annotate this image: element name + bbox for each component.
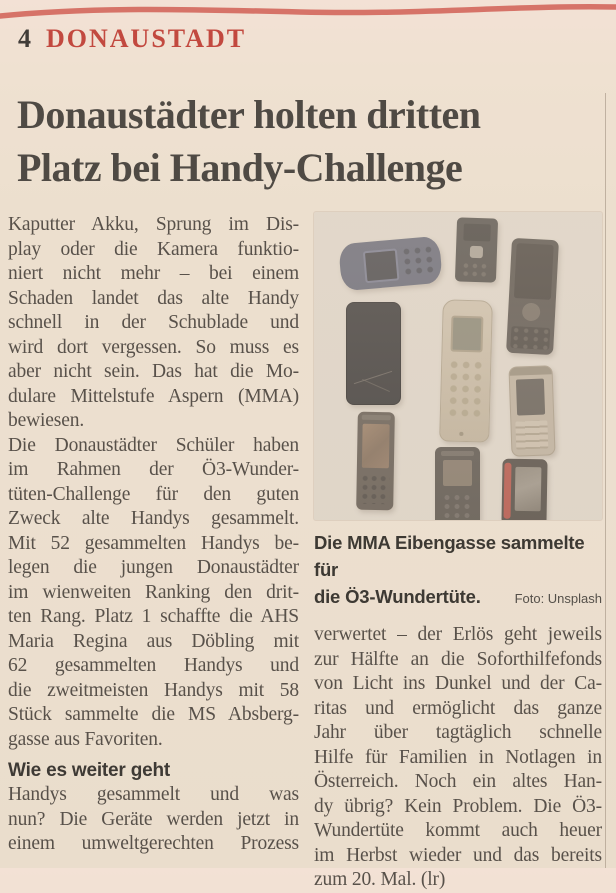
phone-screen: [515, 467, 542, 511]
red-side-stripe: [504, 463, 512, 519]
text-line: wird dort vergessen. So muss es: [8, 336, 299, 358]
caption-line-1: Die MMA Eibengasse sammelte für: [314, 532, 585, 580]
nokia-3310-phone: [338, 236, 443, 292]
text-line: im Herbst wieder und das bereits: [314, 844, 602, 866]
phone-top-band: [509, 366, 551, 375]
phone-keypad: [510, 326, 550, 350]
text-line: im Rahmen der Ö3-Wunder-: [8, 459, 299, 480]
text-line: zur Hälfte an die Soforthilfefonds: [314, 648, 602, 670]
subheading: Wie es weiter geht: [8, 760, 171, 781]
text-line: verwertet – der Erlös geht jeweils: [314, 624, 602, 645]
text-line: gasse aus Favoriten.: [8, 728, 163, 750]
phone-screws: [450, 432, 476, 437]
phone-keypad: [360, 474, 390, 505]
cracked-glass-line: [362, 379, 390, 392]
red-wavy-rule: [0, 0, 616, 26]
phone-nav-key: [470, 246, 483, 258]
text-line: Die Donaustädter Schüler haben: [8, 434, 299, 456]
phone-screen: [514, 243, 554, 300]
article-photo: [314, 212, 602, 520]
text-line: Stück sammelte die MS Absberg-: [8, 704, 299, 725]
paragraph-4: [314, 623, 602, 893]
text-line: einem umweltgerechten Prozess: [8, 833, 299, 854]
text-line: Hilfe für Familien in Notlagen in: [314, 746, 602, 768]
right-column: [314, 212, 602, 893]
text-line: aber nicht sein. Das hat die Mo-: [8, 361, 299, 382]
text-line: nun? Die Geräte werden jetzt in: [8, 808, 299, 830]
silver-nokia-phone: [439, 299, 493, 442]
text-line: Wundertüte kommt auch heuer: [314, 820, 602, 841]
dark-candybar-phone: [455, 217, 498, 282]
text-line: dy übrig? Kein Problem. Die Ö3-: [314, 795, 602, 817]
section-title: DONAUSTADT: [46, 24, 247, 53]
caption-line-2: die Ö3-Wundertüte.: [314, 586, 481, 607]
phone-keypad: [447, 359, 483, 422]
phone-screen: [451, 316, 484, 353]
phone-screen: [363, 248, 400, 283]
text-line: tüten-Challenge für den guten: [8, 483, 299, 505]
text-line: niert nicht mehr – bei einem: [8, 263, 299, 284]
text-line: von Licht ins Dunkel und der Ca-: [314, 673, 602, 694]
headline-line-1: Donaustädter holten dritten: [17, 92, 481, 137]
phone-screen: [463, 224, 491, 242]
text-line: Handys gesammelt und was: [8, 784, 299, 805]
text-line: Schaden landet das alte Handy: [8, 287, 299, 309]
text-line: bewiesen.: [8, 410, 85, 431]
text-line: Österreich. Noch ein altes Han-: [314, 771, 602, 792]
page-number: 4: [18, 24, 32, 53]
text-line: 62 gesammelten Handys und: [8, 655, 299, 676]
photo-credit: Foto: Unsplash: [514, 591, 602, 606]
text-line: die zweitmeisten Handys mit 58: [8, 679, 299, 701]
text-line: play oder die Kamera funktio-: [8, 238, 299, 260]
slider-phone: [506, 238, 559, 355]
column-divider-rule: [605, 93, 606, 868]
iphone-4: [346, 302, 401, 405]
cracked-glass-line: [354, 371, 392, 384]
headline-line-2: Platz bei Handy-Challenge: [17, 145, 463, 190]
text-line: ten Rang. Platz 1 schaffte die AHS: [8, 606, 299, 627]
headline: [17, 88, 481, 194]
caption-line-2-row: [314, 583, 602, 612]
left-column: [8, 213, 299, 857]
text-line: Mit 52 gesammelten Handys be-: [8, 532, 299, 554]
text-line: ritas und ermöglicht das ganze: [314, 697, 602, 719]
sony-ericsson-k700-phone: [508, 365, 555, 456]
paragraph-2: [8, 434, 299, 753]
phone-screen: [362, 424, 390, 468]
phone-keypad: [401, 244, 436, 278]
red-walkman-phone: [501, 459, 547, 520]
text-line: schnell in der Schublade und: [8, 312, 299, 333]
text-line: im wienweiten Ranking den drit-: [8, 581, 299, 603]
phone-screen: [443, 460, 472, 486]
phone-top-band: [362, 415, 391, 421]
text-line: Jahr über tagtäglich schnelle: [314, 722, 602, 743]
phone-screen: [516, 379, 545, 416]
gray-candybar-phone: [435, 447, 480, 520]
text-line: Maria Regina aus Döbling mit: [8, 630, 299, 652]
masthead: [18, 24, 246, 54]
text-line: dulare Mittelstufe Aspern (MMA): [8, 385, 299, 407]
text-line: Kaputter Akku, Sprung im Dis-: [8, 214, 299, 235]
phone-keypad: [442, 493, 473, 520]
phone-keypad: [461, 261, 491, 278]
photo-caption: [314, 529, 602, 612]
text-line: legen die jungen Donaustädter: [8, 557, 299, 578]
text-line: zum 20. Mal. (lr): [314, 869, 446, 890]
paragraph-1: [8, 213, 299, 434]
text-line: Zweck alte Handys gesammelt.: [8, 508, 299, 529]
phone-keypad: [515, 420, 548, 449]
paragraph-3: [8, 783, 299, 857]
phone-top-band: [441, 451, 474, 456]
sony-ericsson-dark-phone: [356, 412, 395, 511]
phone-nav-key: [522, 302, 541, 321]
